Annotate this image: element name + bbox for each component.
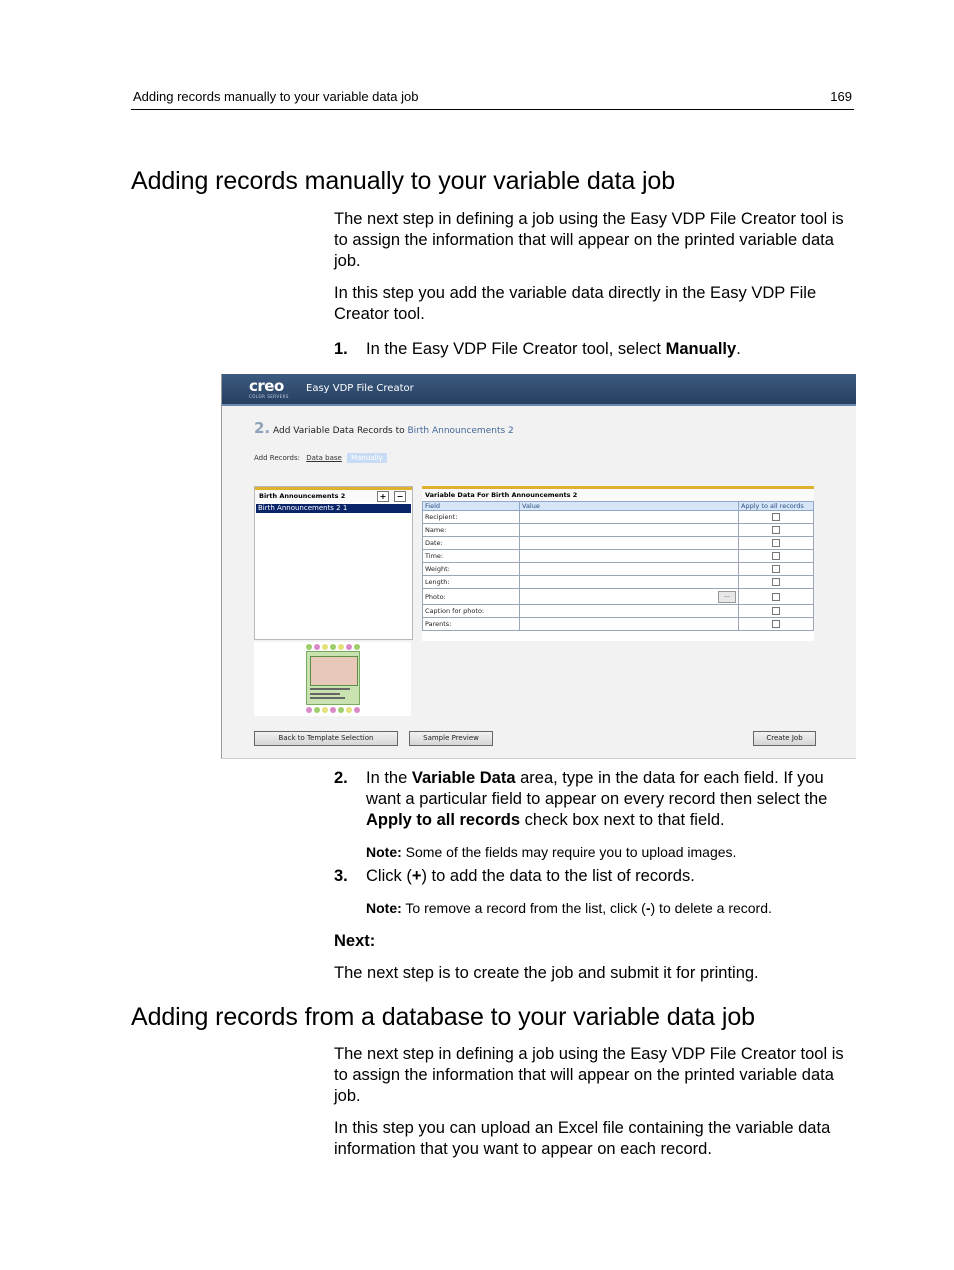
- table-row: [423, 576, 814, 589]
- value-input[interactable]: [520, 537, 739, 550]
- value-input[interactable]: [520, 605, 739, 618]
- apply-checkbox[interactable]: [772, 593, 780, 601]
- apply-checkbox[interactable]: [772, 578, 780, 586]
- field-label: Photo:: [423, 589, 520, 605]
- apply-checkbox[interactable]: [772, 552, 780, 560]
- running-header-title: Adding records manually to your variable data job: [133, 89, 419, 104]
- apply-checkbox[interactable]: [772, 539, 780, 547]
- note: Note: Some of the fields may require you to upload images.: [366, 844, 737, 860]
- step-number: 3.: [334, 867, 348, 885]
- decorative-dots: [306, 644, 360, 650]
- note: Note: To remove a record from the list, click (-) to delete a record.: [366, 900, 772, 916]
- manually-tab[interactable]: Manually: [347, 453, 387, 463]
- section-title-manual: Adding records manually to your variable data job: [131, 167, 676, 195]
- paragraph: The next step is to create the job and submit it for printing.: [334, 964, 759, 982]
- database-link[interactable]: Data base: [306, 454, 342, 462]
- table-row: [423, 537, 814, 550]
- field-label: Date:: [423, 537, 520, 550]
- column-header-value: Value: [520, 502, 739, 511]
- records-panel: [254, 486, 413, 640]
- value-input[interactable]: [520, 563, 739, 576]
- template-thumbnail: [254, 642, 411, 716]
- apply-checkbox[interactable]: [772, 620, 780, 628]
- minus-icon[interactable]: −: [394, 491, 406, 502]
- section-title-database: Adding records from a database to your variable data job: [131, 1003, 755, 1031]
- browse-button[interactable]: ...: [718, 591, 736, 603]
- value-input[interactable]: [520, 524, 739, 537]
- sample-preview-button[interactable]: Sample Preview: [409, 731, 493, 746]
- logo-subtitle: COLOR SERVERS: [249, 394, 289, 399]
- baby-photo-thumbnail: [306, 651, 360, 705]
- step-heading: 2. Add Variable Data Records to Birth Announcements 2: [254, 419, 514, 437]
- step-number: 1.: [334, 340, 348, 358]
- apply-checkbox[interactable]: [772, 565, 780, 573]
- records-panel-title: Birth Announcements 2 + −: [255, 487, 412, 502]
- field-label: Recipient:: [423, 511, 520, 524]
- field-label: Time:: [423, 550, 520, 563]
- column-header-apply: Apply to all records: [739, 502, 814, 511]
- field-label: Parents:: [423, 618, 520, 631]
- table-row: [423, 618, 814, 631]
- apply-checkbox[interactable]: [772, 526, 780, 534]
- variable-data-table: [422, 501, 814, 631]
- value-input[interactable]: [520, 618, 739, 631]
- column-header-field: Field: [423, 502, 520, 511]
- paragraph: In this step you can upload an Excel file containing the variable data information that you want to appear on each record.: [334, 1119, 831, 1158]
- table-row: [423, 550, 814, 563]
- list-item[interactable]: Birth Announcements 2 1: [256, 504, 411, 513]
- apply-checkbox[interactable]: [772, 513, 780, 521]
- paragraph: In this step you add the variable data directly in the Easy VDP File Creator tool.: [334, 284, 817, 323]
- table-row: [423, 524, 814, 537]
- step-text: Click (+) to add the data to the list of records.: [366, 867, 695, 885]
- page-number: 169: [830, 89, 852, 104]
- header-rule: [131, 109, 854, 110]
- field-label: Name:: [423, 524, 520, 537]
- value-input[interactable]: [520, 511, 739, 524]
- next-label: Next:: [334, 932, 376, 950]
- add-records-selector: Add Records: Data base Manually: [254, 454, 387, 462]
- table-row: [423, 589, 814, 605]
- plus-icon[interactable]: +: [377, 491, 389, 502]
- decorative-dots: [306, 707, 360, 713]
- step-number: 2.: [334, 769, 348, 787]
- step-text: In the Variable Data area, type in the data for each field. If you want a particular field to appear on every record then select the Apply to all records check box next to that field.: [366, 769, 828, 829]
- app-screenshot: [221, 374, 856, 759]
- field-label: Caption for photo:: [423, 605, 520, 618]
- table-row: [423, 511, 814, 524]
- variable-data-panel: [422, 486, 814, 641]
- paragraph: The next step in defining a job using the Easy VDP File Creator tool is to assign the information that will appear on the printed variable data job.: [334, 210, 844, 270]
- app-banner: [222, 374, 856, 406]
- step-text: In the Easy VDP File Creator tool, select Manually.: [366, 340, 741, 358]
- app-title: Easy VDP File Creator: [306, 383, 414, 394]
- value-input[interactable]: [520, 589, 739, 605]
- paragraph: The next step in defining a job using the Easy VDP File Creator tool is to assign the information that will appear on the printed variable data job.: [334, 1045, 844, 1105]
- back-to-template-button[interactable]: Back to Template Selection: [254, 731, 398, 746]
- variable-data-title: Variable Data For Birth Announcements 2: [422, 486, 814, 501]
- field-label: Weight:: [423, 563, 520, 576]
- create-job-button[interactable]: Create Job: [753, 731, 816, 746]
- creo-logo: creo: [249, 377, 284, 395]
- field-label: Length:: [423, 576, 520, 589]
- value-input[interactable]: [520, 576, 739, 589]
- table-row: [423, 563, 814, 576]
- value-input[interactable]: [520, 550, 739, 563]
- table-row: [423, 605, 814, 618]
- apply-checkbox[interactable]: [772, 607, 780, 615]
